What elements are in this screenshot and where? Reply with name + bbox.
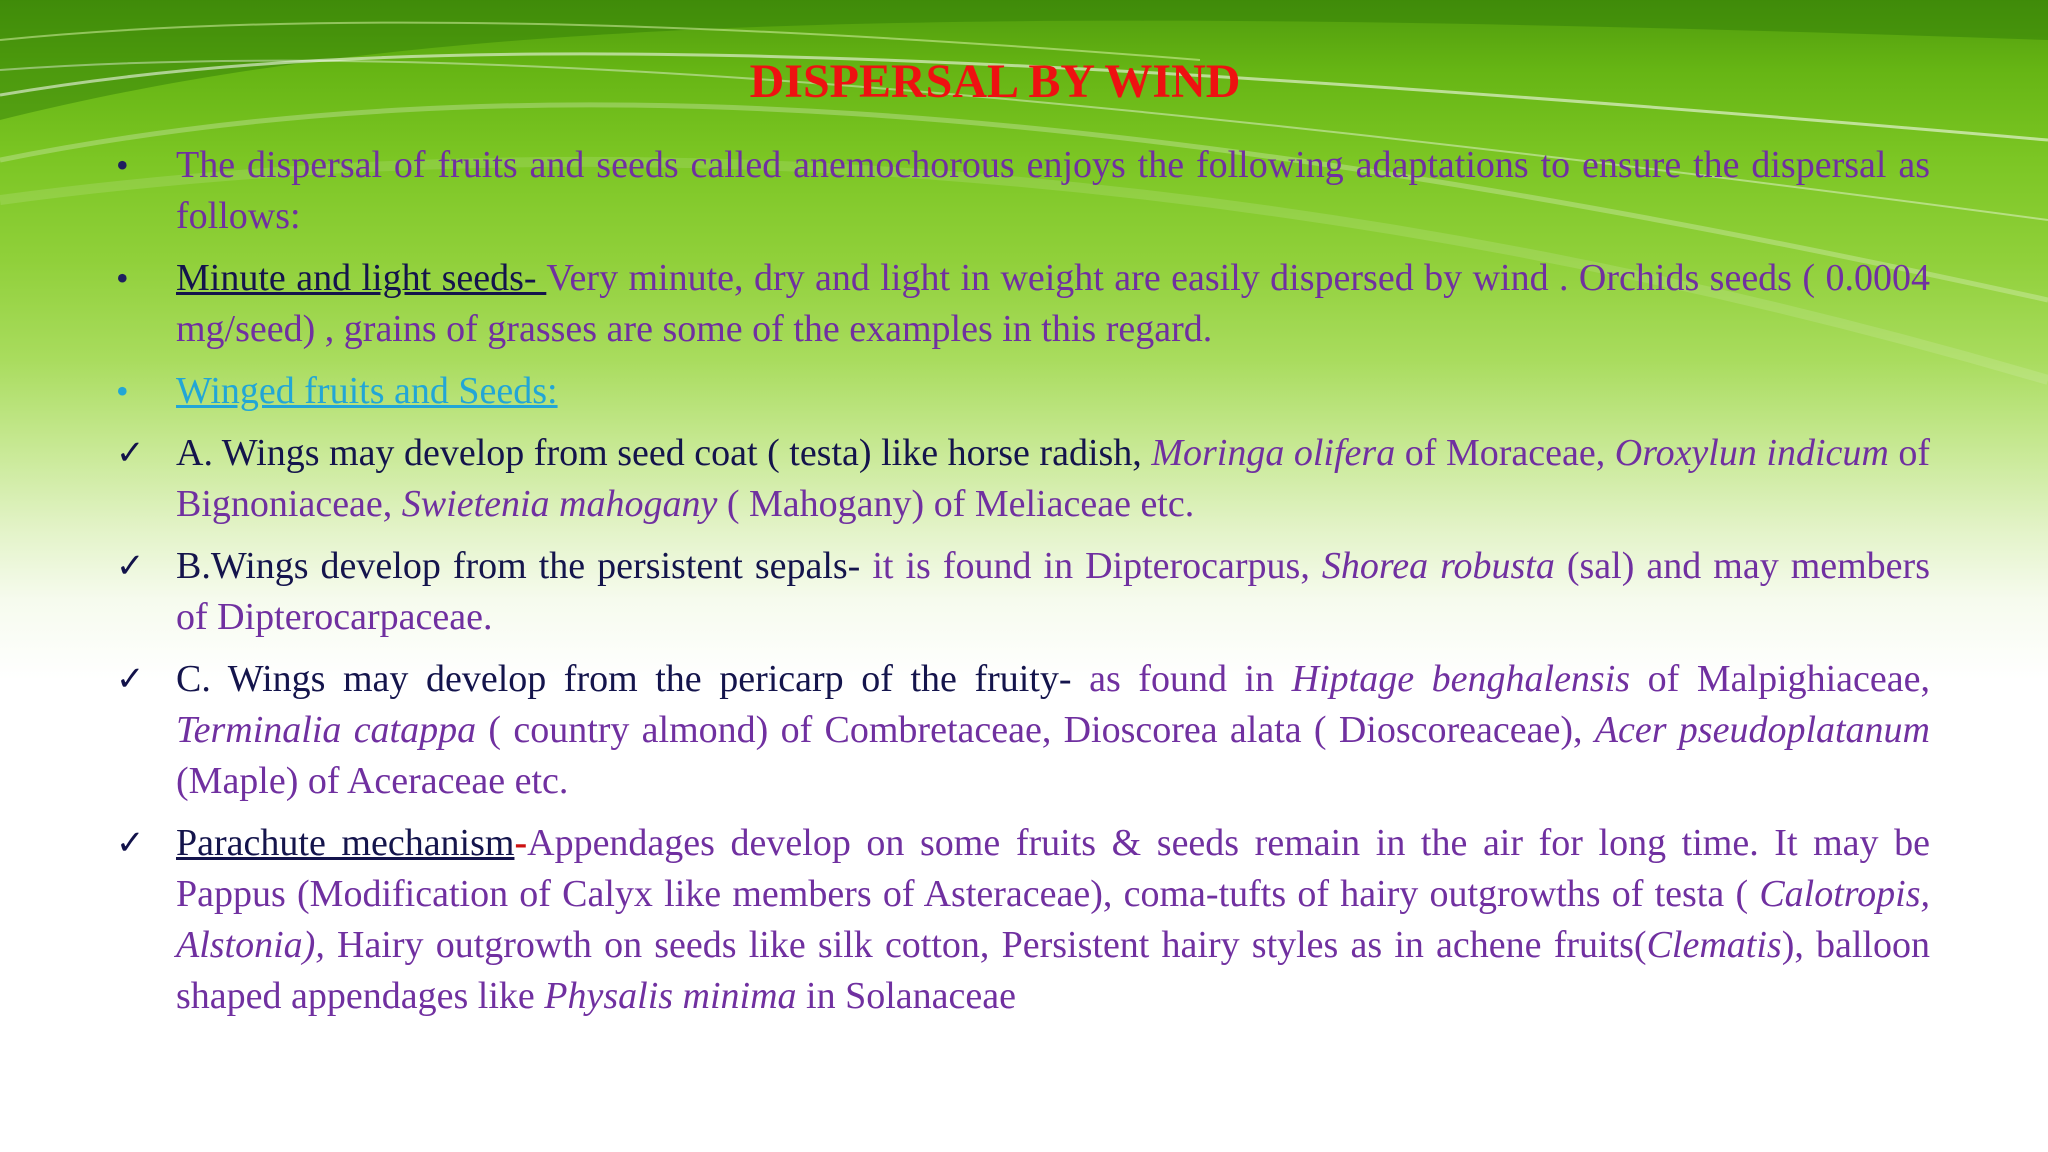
heading-dash: - (514, 822, 528, 864)
species-name: Physalis minima (544, 975, 797, 1017)
item-text: ( Mahogany) of Meliaceae etc. (717, 483, 1195, 525)
item-text: it is found in Dipterocarpus, (872, 545, 1322, 587)
list-item (110, 654, 1930, 807)
species-name: Terminalia catappa (176, 709, 477, 751)
item-text: ), balloon shaped appendages like (176, 924, 1930, 1017)
item-text: of Malpighiaceae, (1630, 658, 1931, 700)
species-name: Swietenia mahogany (401, 483, 718, 525)
item-text: of Moraceae, (1395, 432, 1615, 474)
list-item (110, 366, 1930, 417)
item-text: ( country almond) of Combretaceae, Dioscorea alata ( Dioscoreaceae), (476, 709, 1595, 751)
item-text: of Bignoniaceae, (176, 432, 1931, 525)
item-text: Hairy outgrowth on seeds like silk cotton, Persistent hairy styles as in achene fruits( (324, 924, 1647, 966)
species-name: Clematis (1646, 924, 1782, 966)
checkmark-icon: ✓ (116, 548, 145, 585)
item-heading: Parachute mechanism (176, 822, 515, 864)
species-name: Acer pseudoplatanum (1594, 709, 1931, 751)
list-item (110, 253, 1930, 355)
item-text: A. Wings may develop from seed coat ( testa) like horse radish, (176, 432, 1152, 474)
list-item (110, 818, 1930, 1022)
species-name: Moringa olifera (1151, 432, 1396, 474)
item-text: The dispersal of fruits and seeds called anemochorous enjoys the following adaptations to ensure the dispersal as follows: (176, 144, 1930, 237)
item-text: as found in (1089, 658, 1292, 700)
bullet-icon: • (116, 258, 129, 298)
species-name: Calotropis, Alstonia), (176, 873, 1930, 966)
checkmark-icon: ✓ (116, 661, 145, 698)
item-heading: Winged fruits and Seeds: (176, 370, 558, 412)
bullet-icon: • (116, 371, 129, 411)
item-text: (sal) and may members of Dipterocarpaceae. (176, 545, 1930, 638)
list-item (110, 541, 1930, 643)
list-item (110, 428, 1930, 530)
item-heading: Minute and light seeds- (176, 257, 547, 299)
species-name: Oroxylun indicum (1614, 432, 1889, 474)
item-text: (Maple) of Aceraceae etc. (176, 760, 569, 802)
item-text: in Solanaceae (796, 975, 1016, 1017)
item-text: Very minute, dry and light in weight are easily dispersed by wind . Orchids seeds ( 0.0004 mg/seed) , grains of grasses are some of the examples in this regard. (176, 257, 1930, 350)
list-item (110, 140, 1930, 242)
checkmark-icon: ✓ (116, 825, 145, 862)
item-text: Appendages develop on some fruits & seeds remain in the air for long time. It may be Pappus (Modification of Calyx like members of Asteraceae), coma-tufts of hairy outgrowths of testa ( (176, 822, 1930, 915)
item-heading: B.Wings develop from the persistent sepals- (176, 545, 873, 587)
slide-content (110, 140, 1930, 1033)
checkmark-icon: ✓ (116, 435, 145, 472)
species-name: Shorea robusta (1321, 545, 1555, 587)
slide-title: DISPERSAL BY WIND (749, 55, 1241, 108)
bullet-icon: • (116, 145, 129, 185)
item-heading: C. Wings may develop from the pericarp of the fruity- (176, 658, 1090, 700)
species-name: Hiptage benghalensis (1291, 658, 1631, 700)
